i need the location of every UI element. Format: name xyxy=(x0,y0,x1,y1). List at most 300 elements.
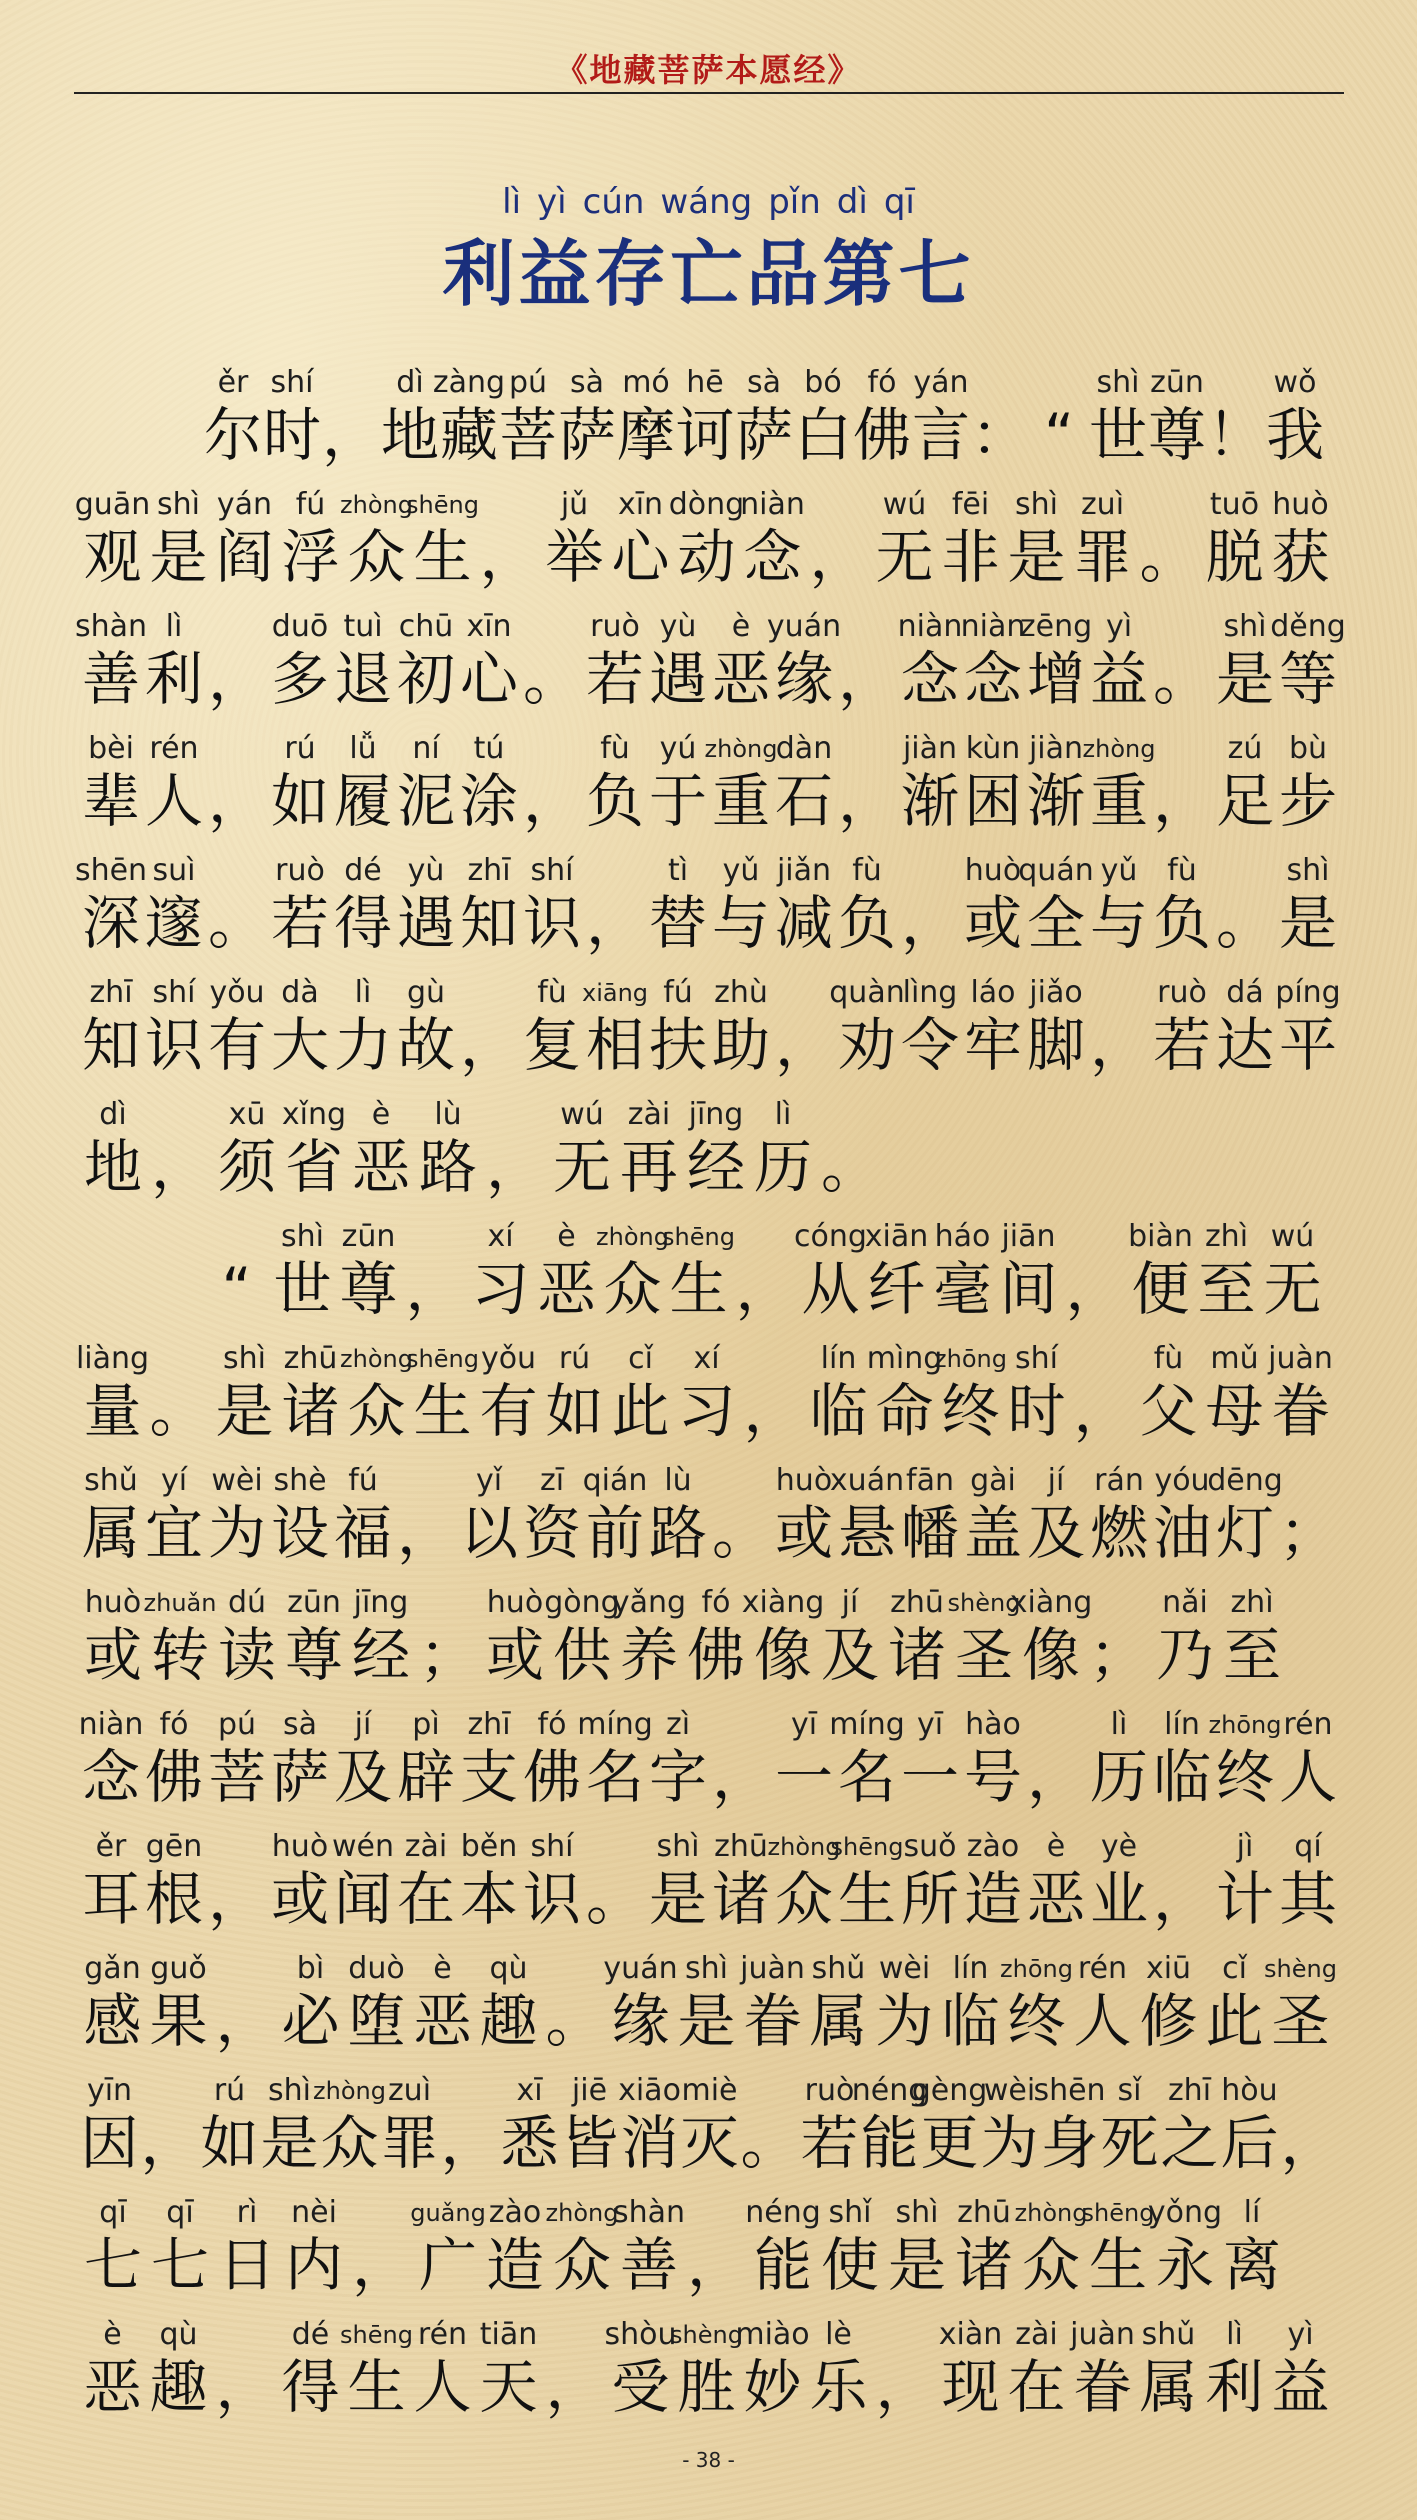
hanzi: 乃 xyxy=(1155,1621,1214,1689)
pinyin: dàn xyxy=(775,731,833,766)
hanzi: 罪 xyxy=(380,2109,439,2177)
hanzi: 获 xyxy=(1271,523,1330,591)
hanzi: 属 xyxy=(809,1987,868,2055)
pinyin: néng xyxy=(745,2195,821,2230)
pinyin: miè xyxy=(681,2073,738,2108)
character-unit xyxy=(1219,1584,1285,1688)
pinyin: bù xyxy=(1288,731,1328,766)
pinyin: zhuǎn xyxy=(143,1589,217,1617)
hanzi: 造 xyxy=(963,1865,1022,1933)
hanzi: ； xyxy=(1088,1621,1147,1689)
pinyin: rú xyxy=(284,731,316,766)
hanzi: 是 xyxy=(1215,645,1274,713)
character-unit xyxy=(767,1828,841,1933)
hanzi: 更 xyxy=(920,2109,979,2177)
character-unit xyxy=(608,1340,673,1444)
hanzi: 罪 xyxy=(1073,523,1132,591)
hanzi: 历 xyxy=(1089,1743,1148,1811)
character-unit xyxy=(1214,1828,1276,1932)
pinyin: zhòng xyxy=(313,2077,386,2105)
pinyin: shì xyxy=(281,1219,324,1254)
character-unit xyxy=(80,2316,145,2420)
character-unit xyxy=(1070,1950,1135,2054)
hanzi: 无 xyxy=(875,523,934,591)
hanzi: 灯 xyxy=(1215,1499,1274,1567)
hanzi: 得 xyxy=(281,2353,340,2421)
hanzi: 众 xyxy=(552,2231,611,2299)
pinyin: lè xyxy=(825,2317,852,2352)
character-unit xyxy=(1207,1462,1283,1567)
character-unit xyxy=(146,1950,211,2054)
hanzi: 是 xyxy=(648,1865,707,1933)
punctuation-unit xyxy=(476,486,541,590)
pinyin: wén xyxy=(332,1829,395,1864)
pinyin: yán xyxy=(216,487,273,522)
hanzi: 减 xyxy=(774,889,833,957)
punctuation-unit xyxy=(836,608,898,712)
punctuation-unit xyxy=(212,2316,277,2420)
pinyin: zhù xyxy=(714,975,768,1010)
pinyin: yù xyxy=(659,609,697,644)
character-unit xyxy=(521,1828,583,1932)
punctuation-unit xyxy=(773,974,835,1078)
character-unit xyxy=(80,730,142,834)
hanzi: 生 xyxy=(347,2353,406,2421)
hanzi: ， xyxy=(774,1011,833,1079)
character-unit xyxy=(1128,1218,1193,1322)
pinyin: lì xyxy=(1226,2317,1243,2352)
pinyin: huò xyxy=(1272,487,1329,522)
hanzi: 恶 xyxy=(413,1987,472,2055)
pinyin: jiǎn xyxy=(776,853,832,888)
character-unit xyxy=(773,1462,835,1566)
hanzi: 令 xyxy=(900,1011,959,1079)
hanzi: 死 xyxy=(1100,2109,1159,2177)
character-unit xyxy=(458,608,520,712)
hanzi: 前 xyxy=(585,1499,644,1567)
pinyin: huò xyxy=(486,1585,544,1620)
hanzi: 世 xyxy=(273,1255,332,1323)
character-unit xyxy=(662,1218,735,1323)
character-unit xyxy=(581,974,649,1079)
hanzi: 终 xyxy=(1007,1987,1066,2055)
punctuation-unit xyxy=(683,2194,749,2298)
hanzi: 圣 xyxy=(954,1621,1013,1689)
hanzi: 。 xyxy=(711,1499,770,1567)
hanzi: 无 xyxy=(1263,1255,1322,1323)
hanzi: 或 xyxy=(774,1499,833,1567)
hanzi: 路 xyxy=(418,1133,477,1201)
hanzi: 缘 xyxy=(774,645,833,713)
hanzi: 资 xyxy=(522,1499,581,1567)
hanzi: 或 xyxy=(963,889,1022,957)
hanzi: 在 xyxy=(396,1865,455,1933)
pinyin: ruò xyxy=(590,609,640,644)
pinyin: zuì xyxy=(387,2073,432,2108)
character-unit xyxy=(1014,2194,1088,2299)
pinyin: shēn xyxy=(1033,2073,1106,2108)
hanzi: 心 xyxy=(459,645,518,713)
hanzi: 宜 xyxy=(144,1499,203,1567)
hanzi: ， xyxy=(322,401,381,469)
hanzi: 灭 xyxy=(680,2109,739,2177)
hanzi: 脚 xyxy=(1026,1011,1085,1079)
pinyin: rú xyxy=(558,1341,591,1376)
character-unit xyxy=(1088,1828,1150,1932)
punctuation-unit xyxy=(395,1462,457,1566)
hanzi: ， xyxy=(875,2353,934,2421)
character-unit xyxy=(1081,2194,1155,2299)
character-unit xyxy=(1088,1462,1150,1566)
punctuation-unit xyxy=(206,1828,268,1932)
character-unit xyxy=(899,1706,961,1810)
character-unit xyxy=(951,2194,1017,2298)
hanzi: 等 xyxy=(1278,645,1337,713)
hanzi: 现 xyxy=(941,2353,1000,2421)
character-unit xyxy=(996,1218,1061,1322)
hanzi: 耳 xyxy=(81,1865,140,1933)
hanzi: 供 xyxy=(552,1621,611,1689)
hanzi: 是 xyxy=(677,1987,736,2055)
hanzi: 。 xyxy=(1215,889,1274,957)
text-line xyxy=(80,1810,1340,1932)
hanzi: 是 xyxy=(149,523,208,591)
hanzi: 与 xyxy=(711,889,770,957)
hanzi: 堕 xyxy=(347,1987,406,2055)
pinyin: suǒ xyxy=(903,1829,957,1864)
character-unit xyxy=(143,852,205,956)
hanzi: 支 xyxy=(459,1743,518,1811)
text-line xyxy=(80,1444,1340,1566)
hanzi: 萨 xyxy=(735,401,794,469)
character-unit xyxy=(340,2316,413,2421)
pinyin: lì xyxy=(354,975,372,1010)
character-unit xyxy=(269,1462,331,1566)
hanzi: 邃 xyxy=(144,889,203,957)
character-unit xyxy=(143,608,205,712)
pinyin: zhōng xyxy=(1000,1955,1073,1983)
character-unit xyxy=(80,1584,146,1688)
hanzi: 识 xyxy=(522,1865,581,1933)
character-unit xyxy=(80,1828,142,1932)
hanzi: ， xyxy=(1280,2109,1339,2177)
hanzi: 设 xyxy=(270,1499,329,1567)
hanzi: 后 xyxy=(1220,2109,1279,2177)
pinyin: zhū xyxy=(890,1585,944,1620)
hanzi: 菩 xyxy=(207,1743,266,1811)
character-unit xyxy=(741,1584,825,1689)
pinyin: wǒ xyxy=(1273,365,1317,400)
pinyin: jiǎo xyxy=(1029,975,1083,1010)
character-unit xyxy=(458,1828,520,1932)
hanzi: 无 xyxy=(552,1133,611,1201)
character-unit xyxy=(962,1828,1024,1932)
hanzi: 于 xyxy=(648,767,707,835)
pinyin: yì xyxy=(1287,2317,1314,2352)
hanzi: 此 xyxy=(611,1377,670,1445)
pinyin: ruò xyxy=(1157,975,1207,1010)
hanzi: 在 xyxy=(1007,2353,1066,2421)
title-pinyin-syllable: cún xyxy=(582,182,645,222)
hanzi: 造 xyxy=(485,2231,544,2299)
punctuation-unit xyxy=(1277,1462,1339,1566)
hanzi: 广 xyxy=(418,2231,477,2299)
character-unit xyxy=(432,364,506,469)
hanzi: 负 xyxy=(1152,889,1211,957)
character-unit xyxy=(332,608,394,712)
hanzi: 业 xyxy=(1089,1865,1148,1933)
character-unit xyxy=(206,1462,268,1566)
character-unit xyxy=(766,608,842,713)
hanzi: 相 xyxy=(585,1011,644,1079)
hanzi: 毫 xyxy=(933,1255,992,1323)
hanzi: ， xyxy=(1152,1865,1211,1933)
hanzi: ， xyxy=(207,1865,266,1933)
hanzi: 根 xyxy=(144,1865,203,1933)
punctuation-unit xyxy=(482,1096,548,1200)
character-unit xyxy=(1264,1950,1337,2055)
hanzi: 大 xyxy=(270,1011,329,1079)
hanzi: “ xyxy=(221,1255,252,1323)
character-unit xyxy=(608,486,673,590)
pinyin: wèi xyxy=(878,1951,931,1986)
hanzi: 。 xyxy=(585,1865,644,1933)
pinyin: zhòng xyxy=(1082,735,1156,763)
hanzi: 临 xyxy=(809,1377,868,1445)
hanzi: ， xyxy=(735,1255,794,1323)
character-unit xyxy=(704,730,778,835)
hanzi: 得 xyxy=(333,889,392,957)
hanzi: ； xyxy=(418,1621,477,1689)
hanzi: ， xyxy=(440,2109,499,2177)
pinyin: yīn xyxy=(86,2073,133,2108)
pinyin: xuán xyxy=(829,1463,905,1498)
punctuation-unit xyxy=(817,1096,883,1200)
character-unit xyxy=(899,1462,961,1566)
hanzi: 福 xyxy=(333,1499,392,1567)
hanzi: ， xyxy=(585,889,644,957)
pinyin: hòu xyxy=(1221,2073,1278,2108)
pinyin: yú xyxy=(659,731,697,766)
hanzi: 至 xyxy=(1197,1255,1256,1323)
hanzi: ， xyxy=(150,1133,209,1201)
hanzi: 能 xyxy=(860,2109,919,2177)
pinyin: jiàn xyxy=(1028,731,1084,766)
hanzi: 泥 xyxy=(396,767,455,835)
hanzi: 历 xyxy=(753,1133,812,1201)
punctuation-unit xyxy=(212,1950,277,2054)
hanzi: 闻 xyxy=(333,1865,392,1933)
pinyin: yǒng xyxy=(1147,2195,1223,2230)
hanzi: 利 xyxy=(1205,2353,1264,2421)
hanzi: 因 xyxy=(80,2109,139,2177)
hanzi: 若 xyxy=(585,645,644,713)
punctuation-unit xyxy=(1030,364,1088,468)
pinyin: suì xyxy=(152,853,196,888)
pinyin: dì xyxy=(99,1097,127,1132)
character-unit xyxy=(617,364,675,468)
pinyin: jí xyxy=(354,1707,372,1742)
hanzi: 众 xyxy=(347,1377,406,1445)
character-unit xyxy=(549,1096,615,1200)
character-unit xyxy=(1268,1340,1333,1444)
hanzi: 或 xyxy=(270,1865,329,1933)
character-unit xyxy=(558,364,616,468)
punctuation-unit xyxy=(521,608,583,712)
character-unit xyxy=(263,364,321,468)
hanzi: ， xyxy=(396,1499,455,1567)
hanzi: 念 xyxy=(743,523,802,591)
pinyin: yuán xyxy=(766,609,842,644)
hanzi: 众 xyxy=(1021,2231,1080,2299)
pinyin: lù xyxy=(434,1097,462,1132)
hanzi: 属 xyxy=(81,1499,140,1567)
character-unit xyxy=(336,1218,401,1322)
pinyin: zàng xyxy=(432,365,506,400)
hanzi: ， xyxy=(711,1743,770,1811)
hanzi: 果 xyxy=(149,1987,208,2055)
pinyin: zī xyxy=(539,1463,565,1498)
hanzi: 以 xyxy=(459,1499,518,1567)
character-unit xyxy=(332,852,394,956)
hanzi: 计 xyxy=(1215,1865,1274,1933)
pinyin: yī xyxy=(790,1707,818,1742)
character-unit xyxy=(395,1706,457,1810)
character-unit xyxy=(912,364,970,468)
pinyin: tú xyxy=(473,731,505,766)
character-unit xyxy=(1208,1706,1282,1811)
character-unit xyxy=(344,1950,409,2054)
pinyin: rén xyxy=(417,2317,468,2352)
character-unit xyxy=(683,1096,749,1200)
pinyin: zuì xyxy=(1080,487,1125,522)
hanzi: 渐 xyxy=(1026,767,1085,835)
character-unit xyxy=(647,608,709,712)
pinyin: zhī xyxy=(1167,2073,1212,2108)
character-unit xyxy=(380,2072,439,2176)
hanzi: ， xyxy=(1089,1011,1148,1079)
hanzi: 遇 xyxy=(648,645,707,713)
hanzi: 诸 xyxy=(887,1621,946,1689)
hanzi: 时 xyxy=(263,401,322,469)
character-unit xyxy=(80,2194,146,2298)
pinyin: shòu xyxy=(604,2317,677,2352)
pinyin: è xyxy=(1046,1829,1066,1864)
character-unit xyxy=(710,1828,772,1932)
pinyin: shǔ xyxy=(84,1463,138,1498)
character-unit xyxy=(674,1340,739,1444)
hanzi: 终 xyxy=(1215,1743,1274,1811)
pinyin: zhī xyxy=(467,853,511,888)
pinyin: guǎng xyxy=(410,2199,486,2227)
pinyin: píng xyxy=(1275,975,1341,1010)
hanzi: 世 xyxy=(1089,401,1148,469)
pinyin: shēng xyxy=(830,1833,904,1861)
punctuation-unit xyxy=(146,1340,211,1444)
pinyin: huò xyxy=(84,1585,142,1620)
character-unit xyxy=(1025,974,1087,1078)
character-unit xyxy=(670,2316,743,2421)
pinyin: mó xyxy=(622,365,670,400)
pinyin: néng xyxy=(851,2073,928,2108)
character-unit xyxy=(260,2072,319,2176)
pinyin: shè xyxy=(273,1463,327,1498)
hanzi: 时 xyxy=(1007,1377,1066,1445)
hanzi: 益 xyxy=(1089,645,1148,713)
pinyin: qù xyxy=(489,1951,528,1986)
hanzi: ， xyxy=(207,767,266,835)
punctuation-unit xyxy=(206,608,268,712)
pinyin: jīng xyxy=(688,1097,744,1132)
pinyin: cǐ xyxy=(628,1341,653,1376)
hanzi: 浮 xyxy=(281,523,340,591)
pinyin: fù xyxy=(1153,1341,1184,1376)
character-unit xyxy=(214,1096,280,1200)
pinyin: fù xyxy=(537,975,567,1010)
hanzi: ， xyxy=(140,2109,199,2177)
character-unit xyxy=(476,1340,541,1444)
character-unit xyxy=(499,364,557,468)
pinyin: huò xyxy=(964,853,1022,888)
pinyin: fù xyxy=(1167,853,1197,888)
pinyin: nèi xyxy=(291,2195,337,2230)
hanzi: ， xyxy=(837,767,896,835)
hanzi: ， xyxy=(1073,1377,1132,1445)
pinyin: zài xyxy=(404,1829,448,1864)
hanzi: 有 xyxy=(479,1377,538,1445)
pinyin: gēn xyxy=(145,1829,203,1864)
punctuation-unit xyxy=(1025,1706,1087,1810)
hanzi: 诸 xyxy=(281,1377,340,1445)
hanzi: 困 xyxy=(963,767,1022,835)
character-unit xyxy=(1088,608,1150,712)
character-unit xyxy=(521,852,583,956)
hanzi: 临 xyxy=(1152,1743,1211,1811)
hanzi: 或 xyxy=(83,1621,142,1689)
hanzi: 临 xyxy=(941,1987,1000,2055)
hanzi: 生 xyxy=(837,1865,896,1933)
hanzi: 所 xyxy=(900,1865,959,1933)
character-unit xyxy=(710,852,772,956)
hanzi: 经 xyxy=(351,1621,410,1689)
character-unit xyxy=(830,1828,904,1933)
character-unit xyxy=(836,852,898,956)
character-unit xyxy=(80,1096,146,1200)
hanzi: 若 xyxy=(800,2109,859,2177)
hanzi: ， xyxy=(900,889,959,957)
hanzi: 之 xyxy=(1160,2109,1219,2177)
hanzi: 非 xyxy=(941,523,1000,591)
hanzi: 永 xyxy=(1155,2231,1214,2299)
hanzi: 命 xyxy=(875,1377,934,1445)
punctuation-unit xyxy=(872,2316,937,2420)
pinyin: wú xyxy=(560,1097,604,1132)
hanzi: 利 xyxy=(144,645,203,713)
chapter-heading xyxy=(0,182,1417,320)
pinyin: niàn xyxy=(78,1707,144,1742)
character-unit xyxy=(146,486,211,590)
pinyin: xiān xyxy=(864,1219,929,1254)
character-unit xyxy=(381,364,439,468)
pinyin: liàng xyxy=(75,1341,150,1376)
hanzi: 及 xyxy=(820,1621,879,1689)
hanzi: 足 xyxy=(1215,767,1274,835)
punctuation-unit xyxy=(732,1218,797,1322)
character-unit xyxy=(612,2194,686,2299)
character-unit xyxy=(206,974,268,1078)
hanzi: 与 xyxy=(1089,889,1148,957)
character-unit xyxy=(500,2072,559,2176)
